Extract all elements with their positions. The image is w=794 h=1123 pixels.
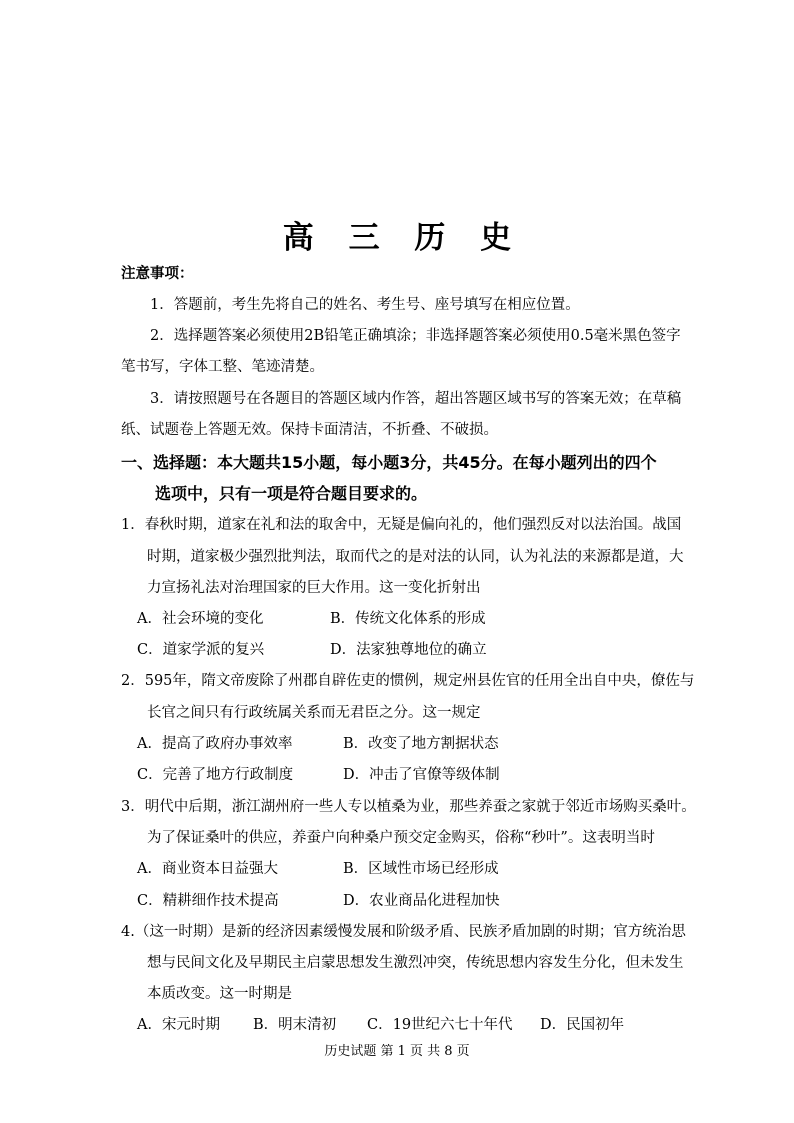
notice-item-2-line-1: 2．选择题答案必须使用2B铅笔正确填涂；非选择题答案必须使用0.5毫米黑色签字 <box>150 328 681 344</box>
question-3-line-1: 3．明代中后期，浙江湖州府一些人专以植桑为业，那些养蚕之家就于邻近市场购买桑叶。 <box>121 799 696 815</box>
question-1-option-a: A．社会环境的变化 <box>137 611 264 627</box>
page-title: 高 三 历 史 <box>282 220 524 256</box>
notice-item-2-line-2: 笔书写，字体工整、笔迹清楚。 <box>121 359 324 375</box>
question-2-option-a: A．提高了政府办事效率 <box>137 736 293 752</box>
question-2-option-d: D．冲击了官僚等级体制 <box>343 767 500 783</box>
question-3-option-b: B．区域性市场已经形成 <box>343 861 499 877</box>
notice-item-3-line-2: 纸、试题卷上答题无效。保持卡面清洁，不折叠、不破损。 <box>121 422 498 438</box>
question-1-option-b: B．传统文化体系的形成 <box>330 611 486 627</box>
notice-heading: 注意事项： <box>121 266 194 282</box>
notice-item-1: 1．答题前，考生先将自己的姓名、考生号、座号填写在相应位置。 <box>150 297 580 313</box>
section-1-header-line-1: 一、选择题：本大题共15小题，每小题3分，共45分。在每小题列出的四个 <box>121 453 657 472</box>
question-3-option-c: C．精耕细作技术提高 <box>137 893 279 909</box>
question-2-option-b: B．改变了地方割据状态 <box>343 736 499 752</box>
question-4-option-d: D．民国初年 <box>540 1017 625 1033</box>
question-3-line-2: 为了保证桑叶的供应，养蚕户向种桑户预交定金购买，俗称“秒叶”。这表明当时 <box>147 830 655 846</box>
question-3-option-a: A．商业资本日益强大 <box>137 861 278 877</box>
question-4-option-a: A．宋元时期 <box>137 1017 220 1033</box>
question-4-line-2: 想与民间文化及早期民主启蒙思想发生激烈冲突，传统思想内容发生分化，但未发生 <box>147 955 684 971</box>
question-4-option-c: C．19世纪六七十年代 <box>367 1017 513 1033</box>
question-1-option-c: C．道家学派的复兴 <box>137 642 265 658</box>
question-4-option-b: B．明末清初 <box>253 1017 337 1033</box>
page-footer: 历史试题 第 1 页 共 8 页 <box>324 1044 470 1059</box>
question-2-option-c: C．完善了地方行政制度 <box>137 767 294 783</box>
question-4-line-1: 4.（这一时期）是新的经济因素缓慢发展和阶级矛盾、民族矛盾加剧的时期；官方统治思 <box>121 924 686 940</box>
notice-item-3-line-1: 3．请按照题号在各题目的答题区域内作答，超出答题区域书写的答案无效；在草稿 <box>150 391 682 407</box>
question-1-option-d: D．法家独尊地位的确立 <box>330 642 487 658</box>
question-2-line-1: 2．595年，隋文帝废除了州郡自辟佐吏的惯例，规定州县佐官的任用全出自中央，僚佐与 <box>121 673 695 689</box>
question-1-line-1: 1．春秋时期，道家在礼和法的取舍中，无疑是偏向礼的，他们强烈反对以法治国。战国 <box>121 517 682 533</box>
question-4-line-3: 本质改变。这一时期是 <box>147 986 292 1002</box>
question-3-option-d: D．农业商品化进程加快 <box>343 893 500 909</box>
question-1-line-3: 力宣扬礼法对治理国家的巨大作用。这一变化折射出 <box>147 580 481 596</box>
section-1-header-line-2: 选项中，只有一项是符合题目要求的。 <box>155 484 428 503</box>
question-2-line-2: 长官之间只有行政统属关系而无君臣之分。这一规定 <box>147 705 481 721</box>
question-1-line-2: 时期，道家极少强烈批判法，取而代之的是对法的认同，认为礼法的来源都是道，大 <box>147 549 684 565</box>
